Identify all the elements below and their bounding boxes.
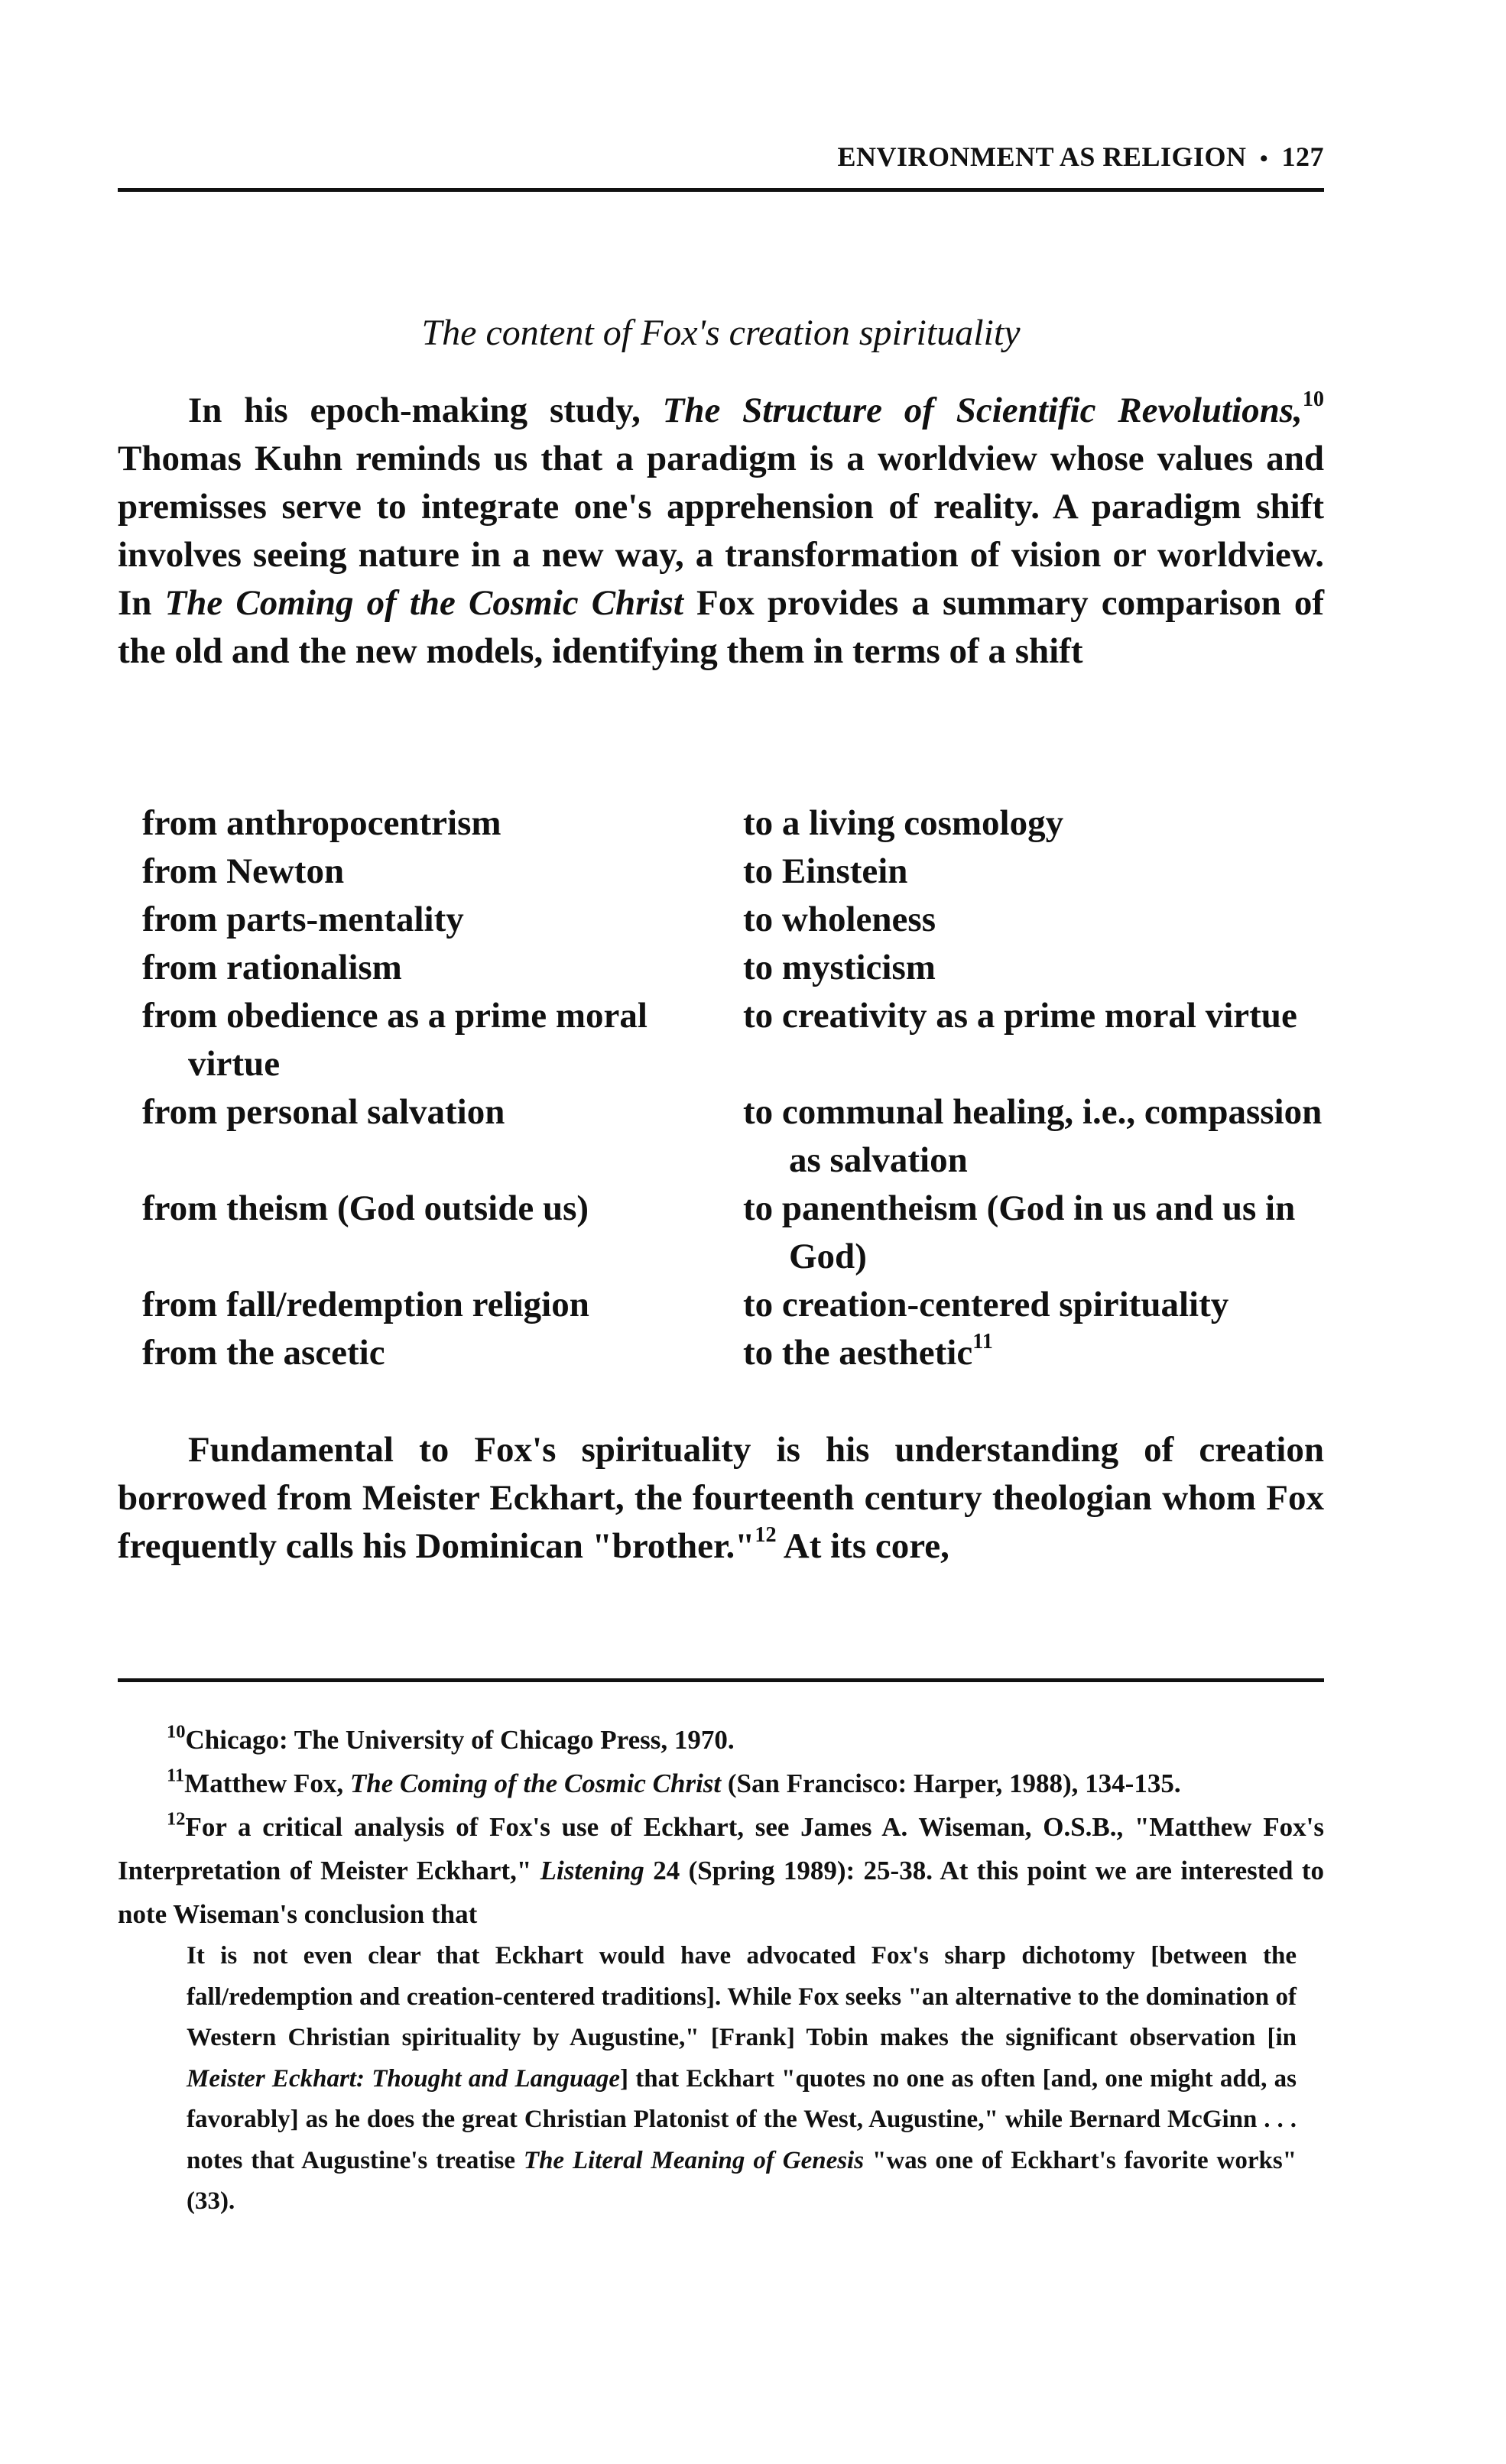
footnote-text: Matthew Fox,: [184, 1769, 344, 1798]
from-item: from rationalism: [142, 948, 402, 987]
from-item: from the ascetic: [142, 1333, 385, 1373]
quote-text: It is not even clear that Eckhart would have advocated Fox's sharp dichotomy [between the fall/redemption and creation-centered traditions]. While Fox seeks "an alternative to the domination of Western Christian spirituality by Augustine," [Frank] Tobin makes the significant observation [in: [187, 1942, 1297, 2051]
footnotes: [118, 1718, 1324, 2222]
p1-text-b: Thomas Kuhn reminds us that a paradigm is a worldview whose values and premisses serve to integrate one's apprehension of reality. A paradigm shift involves seeing nature in a new way, a transformation of vision or worldview. In: [118, 439, 1324, 623]
comparison-row: [142, 799, 1324, 848]
footnote-text: For a critical analysis of Fox's use of Eckhart, see James A. Wiseman, O.S.B., "Matthew Fox's Interpretation of Meister Eckhart,": [118, 1812, 1324, 1885]
footnote-rule: [118, 1678, 1324, 1682]
footnote-ref-11: 11: [972, 1329, 993, 1354]
header-rule: [118, 188, 1324, 192]
to-item: to panentheism (God in us and us in God): [743, 1188, 1296, 1276]
quote-text: ] that Eckhart "quotes no one as often [and, one might add, as favorably] as he does the great Christian Platonist of the West, Augustine," while Bernard McGinn . . . notes that Augustine's treatise: [187, 2064, 1297, 2174]
footnote-journal: Listening: [540, 1856, 644, 1885]
p2-text: Fundamental to Fox's spirituality is his understanding of creation borrowed from Meister Eckhart, the fourteenth century theologian whom Fox frequently calls his Dominican "brother.": [118, 1430, 1324, 1566]
footnote-number: 10: [167, 1721, 186, 1743]
p1-book-title: The Structure of Scientific Revolutions,: [662, 391, 1303, 430]
comparison-row: [142, 944, 1324, 992]
p1-book-title-2: The Coming of the Cosmic Christ: [164, 583, 683, 623]
from-item: from Newton: [142, 851, 345, 891]
comparison-row: [142, 1185, 1324, 1281]
comparison-row: [142, 1088, 1324, 1185]
comparison-row: [142, 1329, 1324, 1377]
footnote-12: [118, 1805, 1324, 1936]
quote-text: "was one of Eckhart's favorite works" (33).: [187, 2146, 1297, 2215]
to-item: to mysticism: [743, 948, 936, 987]
p1-text-a: In his epoch-making study,: [188, 391, 641, 430]
to-item: to a living cosmology: [743, 803, 1064, 843]
footnote-number: 11: [167, 1765, 185, 1786]
to-item-with-ref: [743, 1329, 1324, 1377]
footnote-ref-10: 10: [1302, 387, 1324, 411]
to-item: to creation-centered spirituality: [743, 1285, 1229, 1324]
bullet-separator: •: [1259, 146, 1268, 171]
quote-book-title: Meister Eckhart: Thought and Language: [187, 2064, 620, 2093]
from-item: from theism (God outside us): [142, 1188, 589, 1228]
paragraph-1: [118, 387, 1324, 676]
comparison-list: [142, 799, 1324, 1377]
paragraph-2: [118, 1426, 1324, 1571]
running-title: ENVIRONMENT AS RELIGION: [837, 141, 1247, 172]
footnote-text: Chicago: The University of Chicago Press, 1970.: [185, 1725, 735, 1755]
to-item: to Einstein: [743, 851, 908, 891]
footnote-10: [118, 1718, 1324, 1762]
page-number: 127: [1281, 141, 1324, 172]
comparison-row: [142, 896, 1324, 944]
footnote-11: [118, 1762, 1324, 1805]
p2-tail: At its core,: [783, 1526, 949, 1566]
footnote-number: 12: [167, 1808, 186, 1830]
from-item: from anthropocentrism: [142, 803, 501, 843]
footnote-text: 24 (Spring 1989): 25-38. At this point we are interested to note Wiseman's conclusion that: [118, 1856, 1325, 1929]
from-item: from fall/redemption religion: [142, 1285, 589, 1324]
to-item: to communal healing, i.e., compassion as salvation: [743, 1092, 1323, 1180]
quote-book-title: The Literal Meaning of Genesis: [523, 2146, 865, 2174]
comparison-row: [142, 992, 1324, 1088]
to-item-text: to the aesthetic: [743, 1333, 973, 1373]
comparison-row: [142, 1281, 1324, 1329]
from-item: from obedience as a prime moral virtue: [142, 996, 648, 1084]
section-title: The content of Fox's creation spirituality: [421, 313, 1021, 353]
from-item: from parts-mentality: [142, 900, 464, 939]
footnote-ref-12: 12: [755, 1522, 777, 1547]
block-quote: [187, 1936, 1297, 2222]
comparison-row: [142, 848, 1324, 896]
footnote-text: (San Francisco: Harper, 1988), 134-135.: [727, 1769, 1181, 1798]
from-item: from personal salvation: [142, 1092, 505, 1132]
p1-text-c: Fox provides a summary comparison of the old and the new models, identifying them in terms of a shift: [118, 583, 1324, 671]
to-item: to creativity as a prime moral virtue: [743, 996, 1297, 1036]
to-item: to wholeness: [743, 900, 936, 939]
running-head: [118, 141, 1324, 173]
footnote-book-title: The Coming of the Cosmic Christ: [349, 1769, 722, 1798]
